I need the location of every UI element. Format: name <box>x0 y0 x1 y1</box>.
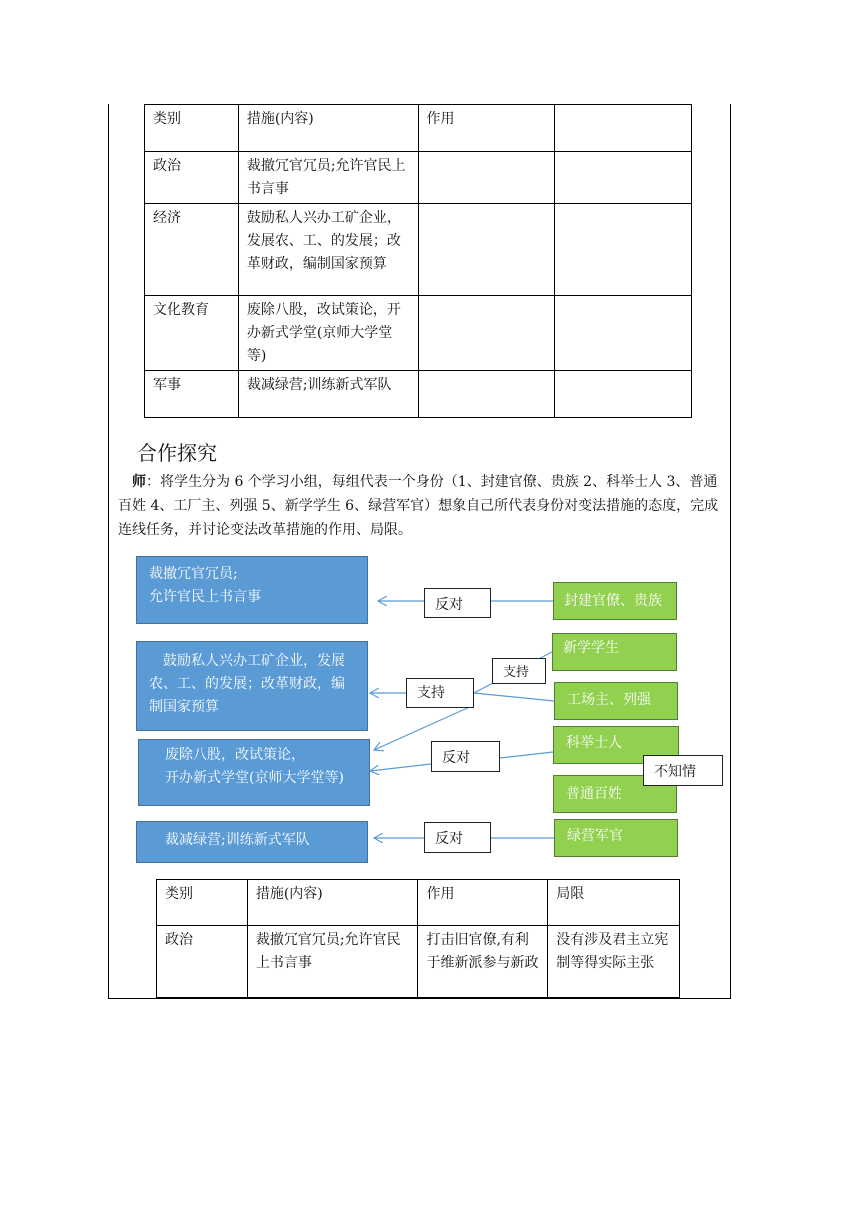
connector-line <box>500 752 553 758</box>
limitation-cell: 没有涉及君主立宪制等得实际主张 <box>548 926 680 998</box>
measure-box-military: 裁减绿营;训练新式军队 <box>136 821 368 863</box>
table-header-row <box>157 880 680 926</box>
category-cell: 文化教育 <box>145 296 239 371</box>
category-cell: 经济 <box>145 204 239 296</box>
measure-cell: 裁撤冗官冗员;允许官民上书言事 <box>247 926 418 998</box>
category-cell: 政治 <box>145 152 239 204</box>
group-box-new-students: 新学学生 <box>552 633 677 671</box>
measure-cell: 废除八股，改试策论，开办新式学堂(京师大学堂等) <box>238 296 418 371</box>
attitude-label-unaware: 不知情 <box>643 755 723 786</box>
group-box-commoners: 普通百姓 <box>553 775 677 813</box>
measure-box-political: 裁撤冗官冗员; 允许官民上书言事 <box>136 556 368 624</box>
table-row <box>157 926 680 998</box>
header-cell: 作用 <box>418 105 555 152</box>
category-cell: 政治 <box>157 926 248 998</box>
header-cell: 作用 <box>418 880 548 926</box>
measure-box-economic: 鼓励私人兴办工矿企业，发展农、工、的发展；改革财政，编制国家预算 <box>136 641 368 731</box>
group-box-green-standard-officers: 绿营军官 <box>554 819 678 857</box>
attitude-label-support-small: 支持 <box>492 658 546 684</box>
attitude-label-oppose: 反对 <box>424 822 491 853</box>
paragraph-text: ：将学生分为 6 个学习小组，每组代表一个身份（1、封建官僚、贵族 2、科举士人 3、普通百姓 4、工厂主、列强 5、新学学生 6、绿营军官）想象自己所代表身份对变法措施的态度，完成连线任务，并讨论变法改革措施的作用、局限。 <box>118 474 719 538</box>
measure-box-education: 废除八股，改试策论， 开办新式学堂(京师大学堂等) <box>138 739 370 806</box>
group-box-scholars: 科举士人 <box>553 726 679 764</box>
group-box-factory-owners: 工场主、列强 <box>554 682 678 720</box>
measure-cell: 裁撤冗官冗员;允许官民上书言事 <box>238 152 418 204</box>
measure-cell: 裁减绿营;训练新式军队 <box>238 371 418 418</box>
header-cell: 措施(内容) <box>238 105 418 152</box>
connector-line <box>370 764 431 771</box>
header-cell: 类别 <box>157 880 248 926</box>
measure-cell: 鼓励私人兴办工矿企业，发展农、工、的发展；改革财政，编制国家预算 <box>238 204 418 296</box>
group-box-officials: 封建官僚、贵族 <box>553 582 677 620</box>
header-cell: 类别 <box>145 105 239 152</box>
effect-cell: 打击旧官僚,有利于维新派参与新政 <box>418 926 548 998</box>
attitude-label-oppose: 反对 <box>424 588 491 618</box>
paragraph-lead: 师 <box>132 474 146 490</box>
connector-line <box>474 693 554 701</box>
attitude-label-support: 支持 <box>406 678 474 708</box>
header-cell: 局限 <box>548 880 680 926</box>
section-heading: 合作探究 <box>137 441 217 465</box>
category-cell: 军事 <box>145 371 239 418</box>
attitude-label-oppose: 反对 <box>431 741 500 772</box>
header-cell: 措施(内容) <box>247 880 418 926</box>
reform-evaluation-table <box>156 879 680 998</box>
